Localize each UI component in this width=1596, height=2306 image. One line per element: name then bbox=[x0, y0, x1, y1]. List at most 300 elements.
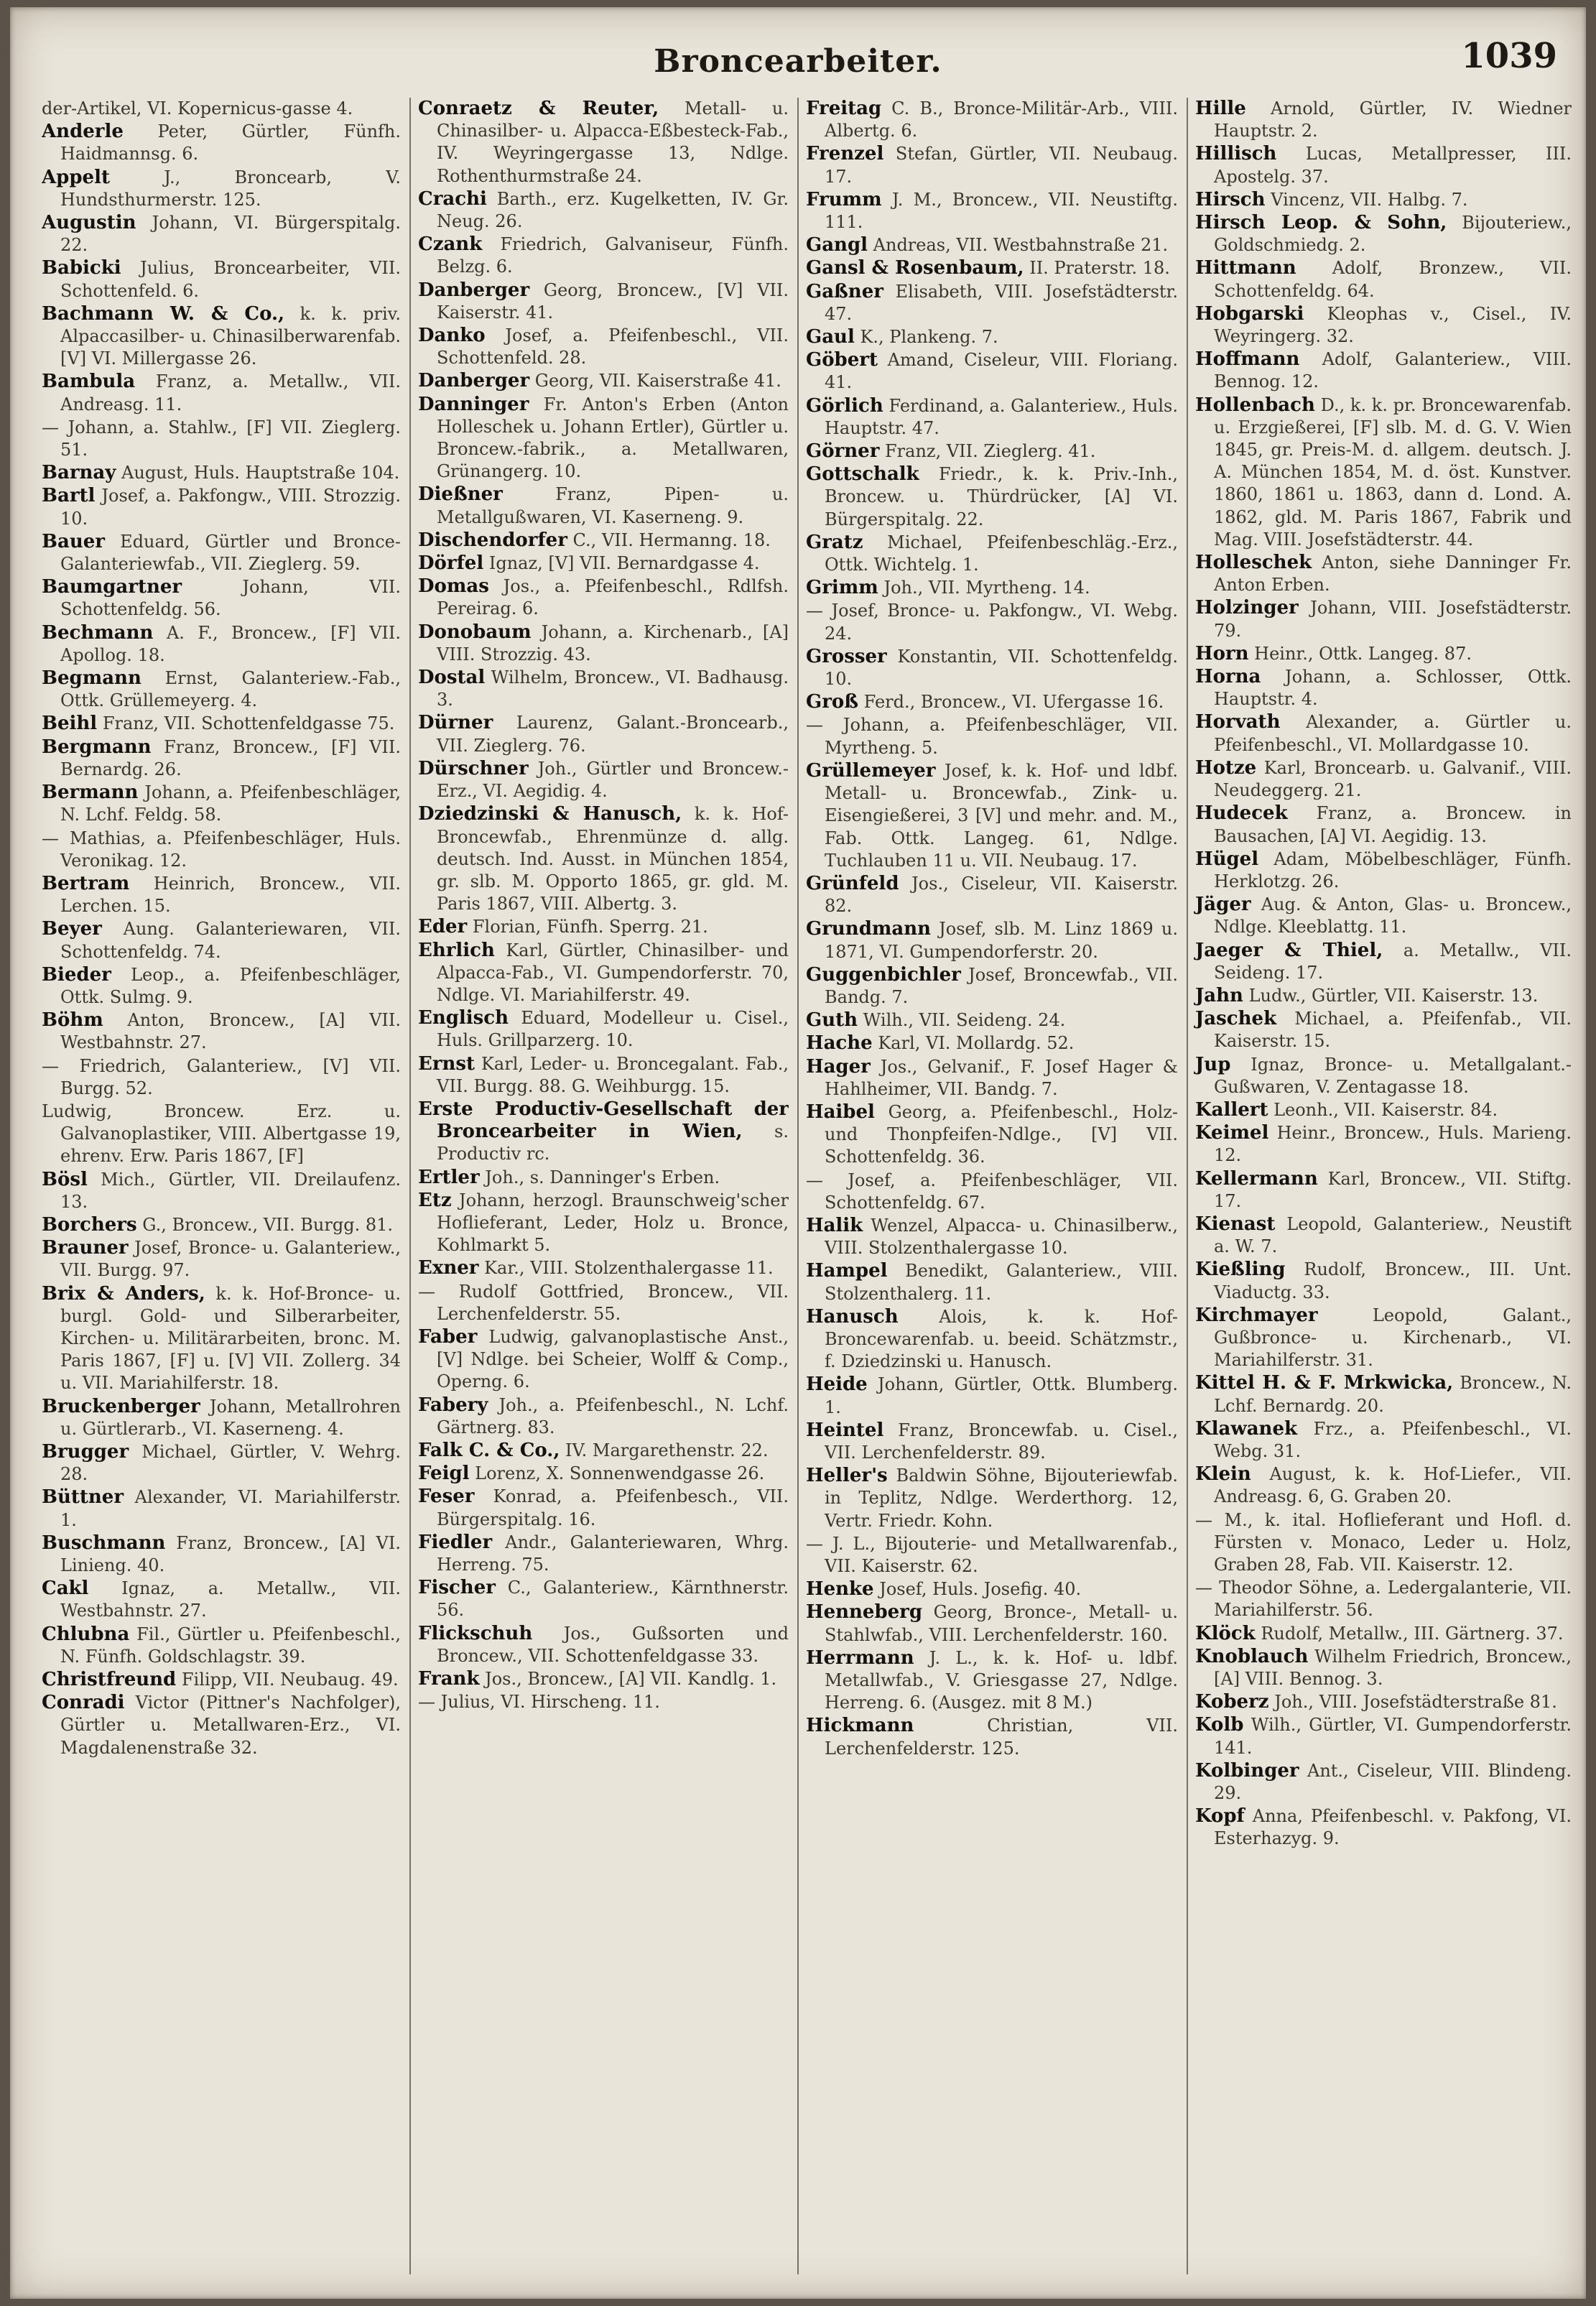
entry-details: Georg, Bronce-, Metall- u. Stahlwfab., VIII. Lerchenfelderstr. 160. bbox=[825, 1602, 1178, 1645]
column-1 bbox=[42, 98, 401, 2274]
entry-name: Dießner bbox=[418, 483, 503, 506]
entry-name: Danninger bbox=[418, 393, 529, 415]
directory-entry bbox=[806, 326, 1178, 348]
entry-details: Aug. & Anton, Glas- u. Broncew., Ndlge. Kleeblattg. 11. bbox=[1214, 894, 1572, 937]
entry-details: Karl, Gürtler, Chinasilber- und Alpacca-Fab., VI. Gumpendorferstr. 70, Ndlge. VI. Mariahilferstr. 49. bbox=[437, 940, 789, 1005]
entry-details: k. k. priv. Alpaccasilber- u. Chinasilberwarenfab. [V] VI. Millergasse 26. bbox=[60, 303, 401, 369]
directory-entry bbox=[1195, 1418, 1572, 1463]
directory-entry bbox=[42, 576, 401, 621]
entry-details: Karl, Broncearb. u. Galvanif., VIII. Neudeggerg. 21. bbox=[1214, 757, 1572, 801]
directory-entry bbox=[418, 712, 789, 756]
directory-entry bbox=[418, 552, 789, 575]
entry-details: Josef, a. Pakfongw., VIII. Strozzig. 10. bbox=[60, 486, 401, 529]
entry-name: Bambula bbox=[42, 371, 136, 393]
entry-name: Fiedler bbox=[418, 1531, 493, 1553]
directory-entry bbox=[1195, 1509, 1572, 1577]
directory-entry bbox=[1195, 1805, 1572, 1850]
entry-details: Ant., Ciseleur, VIII. Blindeng. 29. bbox=[1214, 1760, 1572, 1804]
entry-details: Ignaz, [V] VII. Bernardgasse 4. bbox=[488, 553, 760, 574]
directory-entry bbox=[1195, 303, 1572, 348]
entry-name: Danko bbox=[418, 325, 486, 347]
directory-entry bbox=[42, 622, 401, 667]
directory-entry bbox=[806, 98, 1178, 142]
page-title: Broncearbeiter. bbox=[654, 43, 942, 80]
directory-entry bbox=[42, 1101, 401, 1168]
entry-details: Franz, VII. Zieglerg. 41. bbox=[885, 441, 1096, 462]
entry-details: J. M., Broncew., VII. Neustiftg. 111. bbox=[825, 189, 1178, 233]
entry-name: Brauner bbox=[42, 1237, 129, 1259]
directory-entry bbox=[42, 1055, 401, 1100]
entry-name: Jaeger & Thiel, bbox=[1195, 939, 1383, 961]
entry-details: Anton, siehe Danninger Fr. Anton Erben. bbox=[1214, 552, 1572, 596]
directory-entry bbox=[418, 1463, 789, 1485]
entry-name: Hache bbox=[806, 1032, 873, 1055]
entry-details: Stefan, Gürtler, VII. Neubaug. 17. bbox=[825, 144, 1178, 187]
directory-page bbox=[10, 7, 1586, 2299]
running-head bbox=[10, 36, 1586, 93]
entry-details: Heinr., Ottk. Langeg. 87. bbox=[1254, 643, 1472, 664]
entry-details: Amand, Ciseleur, VIII. Floriang. 41. bbox=[825, 350, 1178, 393]
entry-details: Mich., Gürtler, VII. Dreilaufenz. 13. bbox=[60, 1169, 401, 1212]
entry-details: Jos., a. Pfeifenbeschl., Rdlfsh. Pereirag. 6. bbox=[437, 576, 789, 619]
entry-name: Anderle bbox=[42, 121, 124, 143]
directory-entry bbox=[1195, 1577, 1572, 1621]
entry-name: Erste Productiv-Gesellschaft der Broncearbeiter in Wien, bbox=[418, 1098, 789, 1143]
directory-entry bbox=[418, 1190, 789, 1257]
entry-name: Klein bbox=[1195, 1463, 1251, 1486]
entry-details: — Johann, a. Stahlw., [F] VII. Zieglerg. 51. bbox=[42, 417, 401, 460]
directory-entry bbox=[418, 1394, 789, 1439]
entry-details: Heinrich, Broncew., VII. Lerchen. 15. bbox=[60, 873, 401, 917]
directory-entry bbox=[42, 1441, 401, 1486]
entry-name: Conraetz & Reuter, bbox=[418, 98, 659, 119]
directory-entry bbox=[418, 1532, 789, 1576]
directory-entry bbox=[418, 803, 789, 915]
entry-name: Kienast bbox=[1195, 1213, 1276, 1235]
entry-name: Frenzel bbox=[806, 143, 884, 165]
entry-name: Heller's bbox=[806, 1465, 888, 1487]
entry-details: Leonh., VII. Kaiserstr. 84. bbox=[1273, 1099, 1498, 1120]
entry-name: Frank bbox=[418, 1668, 480, 1690]
directory-entry bbox=[418, 1623, 789, 1667]
directory-entry bbox=[42, 417, 401, 461]
directory-entry bbox=[806, 440, 1178, 463]
entry-name: Kießling bbox=[1195, 1259, 1286, 1281]
directory-entry bbox=[418, 1691, 789, 1713]
entry-details: Lucas, Metallpresser, III. Apostelg. 37. bbox=[1214, 144, 1572, 187]
entry-name: Görner bbox=[806, 440, 880, 463]
entry-details: C. B., Bronce-Militär-Arb., VIII. Albertg. 6. bbox=[825, 98, 1178, 142]
entry-name: Flickschuh bbox=[418, 1622, 533, 1644]
entry-details: Peter, Gürtler, Fünfh. Haidmannsg. 6. bbox=[60, 121, 401, 165]
entry-details: Josef, Broncewfab., VII. Bandg. 7. bbox=[825, 964, 1178, 1007]
directory-entry bbox=[42, 918, 401, 963]
directory-entry bbox=[806, 646, 1178, 690]
directory-entry bbox=[806, 600, 1178, 644]
entry-details: Johann, VII. Schottenfeldg. 56. bbox=[60, 577, 401, 620]
entry-details: C., VII. Hermanng. 18. bbox=[572, 529, 771, 550]
directory-entry bbox=[806, 760, 1178, 872]
entry-name: Hampel bbox=[806, 1260, 888, 1282]
entry-name: Kolbinger bbox=[1195, 1759, 1299, 1782]
directory-entry bbox=[418, 529, 789, 552]
entry-details: Ludw., Gürtler, VII. Kaiserstr. 13. bbox=[1248, 985, 1539, 1006]
entry-details: August, Huls. Hauptstraße 104. bbox=[121, 463, 400, 483]
entry-details: Franz, Broncew., [A] VI. Linieng. 40. bbox=[60, 1532, 401, 1575]
entry-name: Kirchmayer bbox=[1195, 1304, 1318, 1326]
entry-name: Henneberg bbox=[806, 1601, 923, 1624]
entry-name: Bösl bbox=[42, 1168, 88, 1190]
directory-entry bbox=[418, 1486, 789, 1530]
entry-name: Fabery bbox=[418, 1394, 488, 1416]
entry-details: Julius, Broncearbeiter, VII. Schottenfeld. 6. bbox=[60, 258, 401, 301]
directory-entry bbox=[418, 1007, 789, 1052]
entry-details: August, k. k. Hof-Liefer., VII. Andreasg. 6, G. Graben 20. bbox=[1214, 1464, 1572, 1507]
entry-details: Franz, a. Broncew. in Bausachen, [A] VI. Aegidig. 13. bbox=[1214, 803, 1572, 846]
directory-entry bbox=[1195, 212, 1572, 256]
directory-entry bbox=[418, 370, 789, 392]
entry-details: Arnold, Gürtler, IV. Wiedner Hauptstr. 2. bbox=[1214, 98, 1572, 142]
directory-entry bbox=[1195, 1008, 1572, 1052]
entry-details: Leop., a. Pfeifenbeschläger, Ottk. Sulmg. 9. bbox=[60, 964, 401, 1007]
entry-details: k. k. Hof-Broncewfab., Ehrenmünze d. allg. deutsch. Ind. Ausst. in München 1854, gr. slb. M. Opporto 1865, gr. gld. M. Paris 1867, VIII. Albertg. 3. bbox=[437, 804, 789, 914]
entry-name: Hickmann bbox=[806, 1715, 914, 1737]
entry-details: Wilh., Gürtler, VI. Gumpendorferstr. 141. bbox=[1214, 1715, 1572, 1758]
directory-entry bbox=[42, 1396, 401, 1440]
entry-name: Gangl bbox=[806, 234, 868, 256]
directory-entry bbox=[806, 577, 1178, 599]
entry-details: Barth., erz. Kugelketten, IV. Gr. Neug. 26. bbox=[437, 188, 789, 232]
directory-entry bbox=[1195, 711, 1572, 756]
directory-entry bbox=[418, 1053, 789, 1098]
entry-name: Jaschek bbox=[1195, 1008, 1277, 1030]
entry-details: Alexander, a. Gürtler u. Pfeifenbeschl., VI. Mollardgasse 10. bbox=[1214, 712, 1572, 755]
entry-details: Georg, VII. Kaiserstraße 41. bbox=[534, 371, 781, 392]
entry-name: Falk C. & Co., bbox=[418, 1439, 560, 1461]
entry-name: Kittel H. & F. Mrkwicka, bbox=[1195, 1372, 1454, 1394]
directory-entry bbox=[42, 303, 401, 371]
entry-name: Babicki bbox=[42, 257, 121, 279]
entry-details: Eduard, Gürtler und Bronce-Galanteriewfab., VII. Zieglerg. 59. bbox=[60, 531, 401, 575]
directory-entry bbox=[42, 1578, 401, 1622]
directory-entry bbox=[418, 1577, 789, 1621]
directory-entry bbox=[42, 212, 401, 256]
entry-details: Joh., VIII. Josefstädterstraße 81. bbox=[1274, 1692, 1557, 1713]
entry-name: Exner bbox=[418, 1257, 479, 1279]
entry-details: Broncew., N. Lchf. Bernardg. 20. bbox=[1214, 1373, 1572, 1416]
entry-name: Gaßner bbox=[806, 280, 883, 302]
entry-details: Michael, Gürtler, V. Wehrg. 28. bbox=[60, 1441, 401, 1485]
entry-name: Horn bbox=[1195, 642, 1249, 665]
entry-details: II. Praterstr. 18. bbox=[1029, 258, 1170, 279]
entry-details: Andr., Galanteriewaren, Whrg. Herreng. 75. bbox=[437, 1532, 789, 1575]
entry-name: Jup bbox=[1195, 1053, 1231, 1075]
entry-details: — Josef, Bronce- u. Pakfongw., VI. Webg. 24. bbox=[806, 601, 1178, 644]
entry-details: Franz, a. Metallw., VII. Andreasg. 11. bbox=[60, 371, 401, 415]
directory-entry bbox=[418, 667, 789, 711]
entry-name: Gaul bbox=[806, 326, 855, 348]
directory-entry bbox=[806, 463, 1178, 531]
entry-details: Fr. Anton's Erben (Anton Holleschek u. Johann Ertler), Gürtler u. Broncew.-fabrik., a. Metallwaren, Grünangerg. 10. bbox=[437, 394, 789, 482]
directory-entry bbox=[42, 531, 401, 575]
entry-name: Feser bbox=[418, 1486, 475, 1508]
entry-name: Begmann bbox=[42, 667, 141, 690]
entry-name: Eder bbox=[418, 916, 468, 938]
entry-details: Alois, k. k. Hof-Broncewarenfab. u. beeid. Schätzmstr., f. Dziedzinski u. Hanusch. bbox=[825, 1306, 1178, 1372]
entry-details: — J. L., Bijouterie- und Metallwarenfab., VII. Kaiserstr. 62. bbox=[806, 1533, 1178, 1576]
directory-entry bbox=[42, 1669, 401, 1691]
directory-entry bbox=[418, 575, 789, 620]
entry-details: k. k. Hof-Bronce- u. burgl. Gold- und Silberarbeiter, Kirchen- u. Militärarbeiten, bronc. M. Paris 1867, [F] u. [V] VII. Zollerg. 34 u. VII. Mariahilferstr. 18. bbox=[60, 1283, 401, 1394]
entry-name: Henke bbox=[806, 1578, 874, 1601]
entry-details: Adolf, Galanteriew., VIII. Bennog. 12. bbox=[1214, 349, 1572, 392]
directory-entry bbox=[1195, 348, 1572, 393]
directory-entry bbox=[806, 1101, 1178, 1169]
entry-details: Friedrich, Galvaniseur, Fünfh. Belzg. 6. bbox=[437, 234, 789, 277]
directory-entry bbox=[418, 1257, 789, 1279]
entry-details: Franz, Broncew., [F] VII. Bernardg. 26. bbox=[60, 736, 401, 779]
entry-details: — Josef, a. Pfeifenbeschläger, VII. Schottenfeldg. 67. bbox=[806, 1170, 1178, 1213]
directory-entry bbox=[806, 1260, 1178, 1305]
entry-details: Josef, k. k. Hof- und ldbf. Metall- u. Broncewfab., Zink- u. Eisengießerei, 3 [V] und mehr. and. M., Fab. Ottk. Langeg. 61, Ndlge. Tuchlauben 11 u. VII. Neubaug. 17. bbox=[825, 760, 1178, 871]
entry-details: — Theodor Söhne, a. Ledergalanterie, VII. Mariahilferstr. 56. bbox=[1195, 1578, 1572, 1621]
entry-name: Hirsch Leop. & Sohn, bbox=[1195, 212, 1447, 234]
directory-entry bbox=[418, 1440, 789, 1462]
entry-name: Etz bbox=[418, 1189, 452, 1211]
entry-name: Dziedzinski & Hanusch, bbox=[418, 803, 682, 825]
directory-entry bbox=[1195, 1122, 1572, 1167]
entry-name: Keimel bbox=[1195, 1122, 1269, 1144]
entry-details: Elisabeth, VIII. Josefstädterstr. 47. bbox=[825, 281, 1178, 324]
entry-name: Hollenbach bbox=[1195, 394, 1315, 416]
column-2 bbox=[409, 98, 789, 2274]
entry-name: Kallert bbox=[1195, 1098, 1268, 1121]
entry-details: Georg, Broncew., [V] VII. Kaiserstr. 41. bbox=[437, 279, 789, 323]
directory-entry bbox=[1195, 1463, 1572, 1508]
directory-entry bbox=[42, 1624, 401, 1668]
entry-details: Baldwin Söhne, Bijouteriewfab. in Teplitz, Ndlge. Werderthorg. 12, Vertr. Friedr. Kohn. bbox=[825, 1465, 1178, 1531]
column-3 bbox=[797, 98, 1178, 2274]
directory-entry bbox=[42, 1214, 401, 1236]
directory-entry bbox=[42, 964, 401, 1009]
entry-name: Bachmann W. & Co., bbox=[42, 302, 285, 325]
entry-name: Feigl bbox=[418, 1463, 470, 1485]
entry-details: Konstantin, VII. Schottenfeldg. 10. bbox=[825, 646, 1178, 690]
directory-entry bbox=[1195, 757, 1572, 802]
entry-name: Gansl & Rosenbaum, bbox=[806, 257, 1024, 279]
directory-entry bbox=[42, 167, 401, 211]
directory-entry bbox=[1195, 643, 1572, 665]
directory-entry bbox=[806, 1647, 1178, 1715]
entry-details: Alexander, VI. Mariahilferstr. 1. bbox=[60, 1487, 401, 1530]
directory-entry bbox=[1195, 1646, 1572, 1690]
entry-details: Rudolf, Metallw., III. Gärtnerg. 37. bbox=[1261, 1623, 1564, 1644]
entry-details: Victor (Pittner's Nachfolger), Gürtler u. Metallwaren-Erz., VI. Magdalenenstraße 32. bbox=[60, 1693, 401, 1758]
directory-entry bbox=[1195, 394, 1572, 551]
entry-name: Dürner bbox=[418, 712, 493, 734]
entry-name: Donobaum bbox=[418, 621, 532, 643]
entry-details: Jos., Gußsorten und Broncew., VII. Schottenfeldgasse 33. bbox=[437, 1623, 789, 1666]
entry-name: Conradi bbox=[42, 1692, 125, 1714]
directory-entry bbox=[1195, 802, 1572, 847]
entry-name: Horna bbox=[1195, 666, 1261, 688]
entry-name: Kopf bbox=[1195, 1805, 1245, 1828]
entry-details: D., k. k. pr. Broncewarenfab. u. Erzgießerei, [F] slb. M. d. G. V. Wien 1845, gr. Preis-M. d. allgem. deutsch. J. A. München 1854, M. d. öst. Kunstver. 1860, 1861 u. 1863, dann d. Lond. A. 1862, gld. M. Paris 1867, Fabrik und Mag. VIII. Josefstädterstr. 44. bbox=[1214, 394, 1572, 550]
directory-entry bbox=[42, 736, 401, 781]
entry-details: Leopold, Galant., Gußbronce- u. Kirchenarb., VI. Mariahilferstr. 31. bbox=[1214, 1305, 1572, 1371]
entry-details: Josef, Huls. Josefig. 40. bbox=[879, 1579, 1082, 1600]
directory-entry bbox=[1195, 143, 1572, 187]
entry-name: Czank bbox=[418, 233, 483, 256]
entry-name: Beyer bbox=[42, 918, 102, 940]
directory-entry bbox=[806, 395, 1178, 440]
entry-details: Ludwig, Broncew. Erz. u. Galvanoplastiker, VIII. Albertgasse 19, ehrenv. Erw. Paris 1867, [F] bbox=[42, 1101, 401, 1167]
directory-entry bbox=[1195, 1372, 1572, 1417]
entry-details: G., Broncew., VII. Burgg. 81. bbox=[142, 1214, 393, 1235]
entry-details: Kleophas v., Cisel., IV. Weyringerg. 32. bbox=[1214, 303, 1572, 347]
entry-details: Wenzel, Alpacca- u. Chinasilberw., VIII. Stolzenthalergasse 10. bbox=[825, 1215, 1178, 1259]
directory-entry bbox=[806, 1715, 1178, 1759]
entry-name: Holzinger bbox=[1195, 597, 1299, 619]
directory-entry bbox=[418, 916, 789, 938]
entry-details: — Rudolf Gottfried, Broncew., VII. Lerchenfelderstr. 55. bbox=[418, 1281, 789, 1324]
directory-entry bbox=[42, 713, 401, 735]
directory-entry bbox=[42, 1283, 401, 1395]
entry-name: Haibel bbox=[806, 1101, 875, 1123]
entry-details: Ignaz, a. Metallw., VII. Westbahnstr. 27. bbox=[60, 1578, 401, 1621]
directory-entry bbox=[42, 98, 401, 120]
entry-name: Bauer bbox=[42, 530, 105, 552]
entry-name: Görlich bbox=[806, 394, 883, 417]
entry-details: Anton, Broncew., [A] VII. Westbahnstr. 27. bbox=[60, 1010, 401, 1053]
entry-name: Hügel bbox=[1195, 848, 1259, 870]
directory-entry bbox=[42, 462, 401, 484]
directory-entry bbox=[806, 189, 1178, 233]
entry-name: Brugger bbox=[42, 1440, 129, 1463]
directory-entry bbox=[806, 1170, 1178, 1214]
entry-name: Chlubna bbox=[42, 1623, 130, 1645]
entry-details: A. F., Broncew., [F] VII. Apollog. 18. bbox=[60, 622, 401, 665]
entry-details: Ignaz, Bronce- u. Metallgalant.-Gußwaren, V. Zentagasse 18. bbox=[1214, 1054, 1572, 1097]
entry-details: Konrad, a. Pfeifenbesch., VII. Bürgerspitalg. 16. bbox=[437, 1486, 789, 1529]
entry-details: — Friedrich, Galanteriew., [V] VII. Burgg. 52. bbox=[42, 1055, 401, 1098]
entry-details: der-Artikel, VI. Kopernicus-gasse 4. bbox=[42, 98, 353, 119]
entry-details: J. L., k. k. Hof- u. ldbf. Metallwfab., V. Griesgasse 27, Ndlge. Herreng. 6. (Ausgez. mit 8 M.) bbox=[825, 1647, 1178, 1713]
entry-name: Bruckenberger bbox=[42, 1395, 200, 1417]
entry-details: Jos., Gelvanif., F. Josef Hager & Hahlheimer, VII. Bandg. 7. bbox=[825, 1056, 1178, 1099]
entry-details: Adolf, Bronzew., VII. Schottenfeldg. 64. bbox=[1214, 258, 1572, 301]
entry-details: C., Galanteriew., Kärnthnerstr. 56. bbox=[437, 1578, 789, 1621]
entry-details: Wilhelm, Broncew., VI. Badhausg. 3. bbox=[437, 667, 789, 710]
directory-entry bbox=[418, 98, 789, 187]
directory-entry bbox=[806, 281, 1178, 325]
entry-details: Friedr., k. k. Priv.-Inh., Broncew. u. Thürdrücker, [A] VI. Bürgerspitalg. 22. bbox=[825, 464, 1178, 529]
entry-name: Danberger bbox=[418, 279, 530, 301]
directory-entry bbox=[42, 873, 401, 917]
entry-name: Hille bbox=[1195, 98, 1246, 119]
entry-details: Filipp, VII. Neubaug. 49. bbox=[181, 1670, 399, 1690]
entry-details: Johann, herzogl. Braunschweig'scher Hoflieferant, Leder, Holz u. Bronce, Kohlmarkt 5. bbox=[437, 1190, 789, 1256]
directory-entry bbox=[1195, 666, 1572, 710]
directory-entry bbox=[1195, 1623, 1572, 1645]
directory-entry bbox=[806, 1032, 1178, 1055]
entry-details: Ludwig, galvanoplastische Anst., [V] Ndlge. bei Scheier, Wolff & Comp., Operng. 6. bbox=[437, 1326, 789, 1392]
entry-name: Hillisch bbox=[1195, 143, 1277, 165]
entry-details: Karl, Broncew., VII. Stiftg. 17. bbox=[1214, 1168, 1572, 1211]
directory-entry bbox=[806, 714, 1178, 759]
entry-details: Johann, VIII. Josefstädterstr. 79. bbox=[1214, 598, 1572, 641]
entry-name: Hoffmann bbox=[1195, 348, 1300, 371]
directory-entry bbox=[42, 782, 401, 826]
entry-name: Ehrlich bbox=[418, 939, 495, 961]
entry-details: Josef, a. Pfeifenbeschl., VII. Schottenfeld. 28. bbox=[437, 325, 789, 369]
directory-entry bbox=[806, 1601, 1178, 1646]
entry-details: Vincenz, VII. Halbg. 7. bbox=[1271, 189, 1468, 210]
entry-name: Grüllemeyer bbox=[806, 759, 936, 782]
entry-name: Hager bbox=[806, 1055, 871, 1078]
directory-entry bbox=[42, 257, 401, 302]
directory-entry bbox=[1195, 1054, 1572, 1098]
entry-name: Ertler bbox=[418, 1166, 480, 1188]
directory-entry bbox=[806, 1306, 1178, 1374]
entry-name: Jahn bbox=[1195, 984, 1243, 1006]
entry-details: Fil., Gürtler u. Pfeifenbeschl., N. Fünfh. Goldschlagstr. 39. bbox=[60, 1624, 401, 1667]
directory-entry bbox=[418, 1167, 789, 1189]
entry-details: Joh., s. Danninger's Erben. bbox=[485, 1167, 720, 1187]
directory-entry bbox=[418, 279, 789, 324]
entry-name: Bermann bbox=[42, 782, 139, 804]
directory-entry bbox=[806, 1056, 1178, 1101]
directory-entry bbox=[418, 621, 789, 666]
entry-details: Adam, Möbelbeschläger, Fünfh. Herklotzg. 26. bbox=[1214, 848, 1572, 892]
entry-name: Groß bbox=[806, 691, 858, 713]
entry-details: Johann, a. Kirchenarb., [A] VIII. Strozzig. 43. bbox=[437, 621, 789, 665]
entry-details: Heinr., Broncew., Huls. Marieng. 12. bbox=[1214, 1123, 1572, 1166]
directory-entry bbox=[1195, 1714, 1572, 1759]
directory-entry bbox=[418, 940, 789, 1007]
entry-details: Franz, Broncewfab. u. Cisel., VII. Lerchenfelderstr. 89. bbox=[825, 1420, 1178, 1463]
entry-details: Wilhelm Friedrich, Broncew., [A] VIII. Bennog. 3. bbox=[1214, 1646, 1572, 1690]
entry-name: Freitag bbox=[806, 98, 882, 119]
entry-details: Franz, Pipen- u. Metallgußwaren, VI. Kaserneng. 9. bbox=[437, 484, 789, 527]
directory-entry bbox=[806, 1533, 1178, 1578]
directory-entry bbox=[42, 667, 401, 712]
directory-entry bbox=[42, 828, 401, 872]
entry-name: Guth bbox=[806, 1009, 858, 1032]
directory-entry bbox=[806, 691, 1178, 713]
entry-name: Brix & Anders, bbox=[42, 1282, 205, 1305]
entry-details: Christian, VII. Lerchenfelderstr. 125. bbox=[825, 1715, 1178, 1759]
directory-entry bbox=[1195, 98, 1572, 142]
entry-name: Bieder bbox=[42, 963, 111, 986]
entry-name: Bartl bbox=[42, 485, 96, 507]
directory-entry bbox=[418, 394, 789, 483]
entry-details: Lorenz, X. Sonnenwendgasse 26. bbox=[475, 1463, 765, 1484]
directory-entry bbox=[42, 1532, 401, 1577]
directory-entry bbox=[1195, 894, 1572, 938]
entry-name: Augustin bbox=[42, 212, 136, 234]
directory-entry bbox=[806, 1374, 1178, 1418]
directory-entry bbox=[1195, 1213, 1572, 1258]
entry-details: Josef, Bronce- u. Galanteriew., VII. Burgg. 97. bbox=[60, 1238, 401, 1281]
entry-details: Franz, VII. Schottenfeldgasse 75. bbox=[102, 713, 395, 734]
entry-name: Heintel bbox=[806, 1419, 884, 1441]
entry-name: Hanusch bbox=[806, 1305, 899, 1328]
entry-name: Bechmann bbox=[42, 621, 154, 644]
entry-details: Bijouteriew., Goldschmiedg. 2. bbox=[1214, 213, 1572, 256]
entry-name: Danberger bbox=[418, 370, 530, 392]
entry-name: Klawanek bbox=[1195, 1417, 1298, 1440]
